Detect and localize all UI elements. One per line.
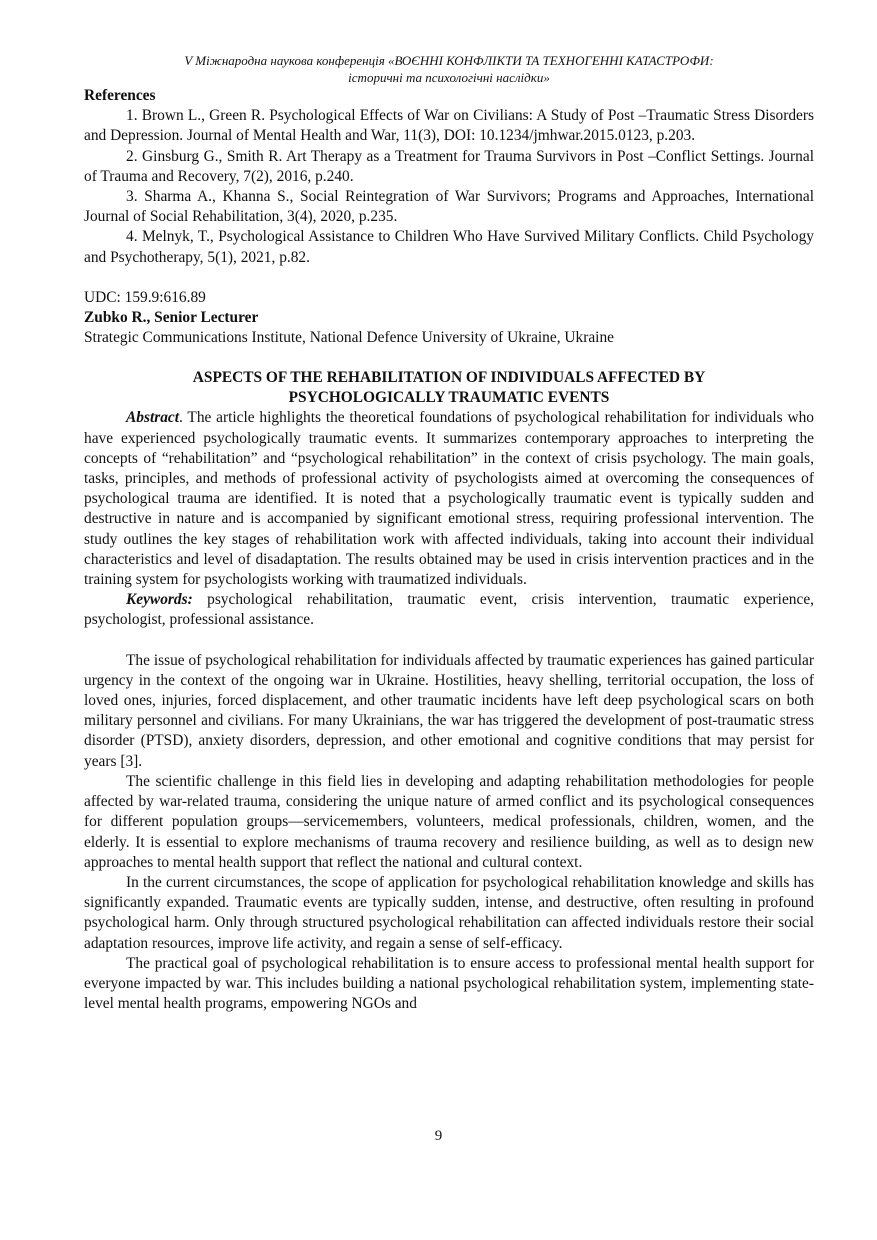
keywords-label: Keywords: (126, 591, 193, 609)
body-paragraph-4: The practical goal of psychological rehabilitation is to ensure access to professional mental health support for everyone impacted by war. This includes building a national psychological rehabilitation system, implementing state-level mental health programs, empowering NGOs and (84, 954, 814, 1013)
article-title-line-2: PSYCHOLOGICALLY TRAUMATIC EVENTS (288, 389, 610, 407)
body-paragraph-2: The scientific challenge in this field lies in developing and adapting rehabilitation methodologies for people affected by war-related trauma, considering the unique nature of armed conflict and its psychological consequences for different population groups—servicemembers, volunteers, medical professionals, children, women, and the elderly. It is essential to explore mechanisms of trauma recovery and resilience building, as well as to design new approaches to mental health support that reflect the national and cultural context. (84, 772, 814, 871)
reference-item-3: 3. Sharma A., Khanna S., Social Reintegration of War Survivors; Programs and Approaches, International Journal of Social Rehabilitation, 3(4), 2020, p.235. (84, 188, 814, 226)
spacer (84, 268, 814, 288)
running-header-line-1: V Міжнародна наукова конференція «ВОЄННІ КОНФЛІКТИ ТА ТЕХНОГЕННІ КАТАСТРОФИ: (184, 53, 714, 68)
abstract-label: Abstract (126, 409, 180, 427)
page-number: 9 (434, 1128, 443, 1144)
affiliation-line: Strategic Communications Institute, National Defence University of Ukraine, Ukraine (84, 329, 614, 347)
body-paragraph-3: In the current circumstances, the scope of application for psychological rehabilitation knowledge and skills has significantly expanded. Traumatic events are typically sudden, intense, and destructive, often resulting in profound psychological harm. Only through structured psychological rehabilitation can affected individuals restore their social adaptation resources, improve life activity, and regain a sense of self-efficacy. (84, 873, 814, 952)
reference-item-2: 2. Ginsburg G., Smith R. Art Therapy as a Treatment for Trauma Survivors in Post –Conflict Settings. Journal of Trauma and Recovery, 7(2), 2016, p.240. (84, 147, 814, 185)
udc-code: UDC: 159.9:616.89 (84, 288, 206, 306)
author-line: Zubko R., Senior Lecturer (84, 309, 259, 327)
running-header (84, 52, 814, 86)
document-body (84, 86, 814, 1014)
running-header-line-2: історичні та психологічні наслідки» (348, 70, 550, 85)
references-heading: References (84, 87, 156, 104)
reference-item-1: 1. Brown L., Green R. Psychological Effects of War on Civilians: A Study of Post –Traumatic Stress Disorders and Depression. Journal of Mental Health and War, 11(3), DOI: 10.1234/jmhwar.2015.0123, p.203. (84, 107, 814, 145)
spacer (84, 631, 814, 651)
article-title (84, 368, 814, 408)
keywords-text: psychological rehabilitation, traumatic event, crisis intervention, traumatic experience, psychologist, professional assistance. (84, 591, 814, 629)
abstract-paragraph (84, 408, 814, 590)
page-content (84, 52, 814, 1014)
keywords-paragraph (84, 590, 814, 630)
reference-item-4: 4. Melnyk, T., Psychological Assistance to Children Who Have Survived Military Conflicts. Child Psychology and Psychotherapy, 5(1), 2021, p.82. (84, 228, 814, 266)
body-paragraph-1: The issue of psychological rehabilitation for individuals affected by traumatic experiences has gained particular urgency in the context of the ongoing war in Ukraine. Hostilities, heavy shelling, territorial occupation, the loss of loved ones, injuries, forced displacement, and other traumatic incidents have left deep psychological scars on both military personnel and civilians. For many Ukrainians, the war has triggered the development of post-traumatic stress disorder (PTSD), anxiety disorders, depression, and other emotional and cognitive conditions that may persist for years [3]. (84, 651, 814, 770)
article-title-line-1: ASPECTS OF THE REHABILITATION OF INDIVIDUALS AFFECTED BY (192, 369, 706, 387)
abstract-text: . The article highlights the theoretical foundations of psychological rehabilitation for individuals who have experienced psychologically traumatic events. It summarizes contemporary approaches to interpreting the concepts of “rehabilitation” and “psychological rehabilitation” in the context of crisis psychology. The main goals, tasks, principles, and methods of professional activity of psychologists aimed at overcoming the consequences of psychological trauma are identified. It is noted that a psychologically traumatic event is typically sudden and destructive in nature and is accompanied by significant emotional stress, requiring professional intervention. The study outlines the key stages of rehabilitation work with affected individuals, taking into account their individual characteristics and level of disadaptation. The results obtained may be used in crisis intervention practices and in the training system for psychologists working with traumatized individuals. (84, 409, 814, 589)
